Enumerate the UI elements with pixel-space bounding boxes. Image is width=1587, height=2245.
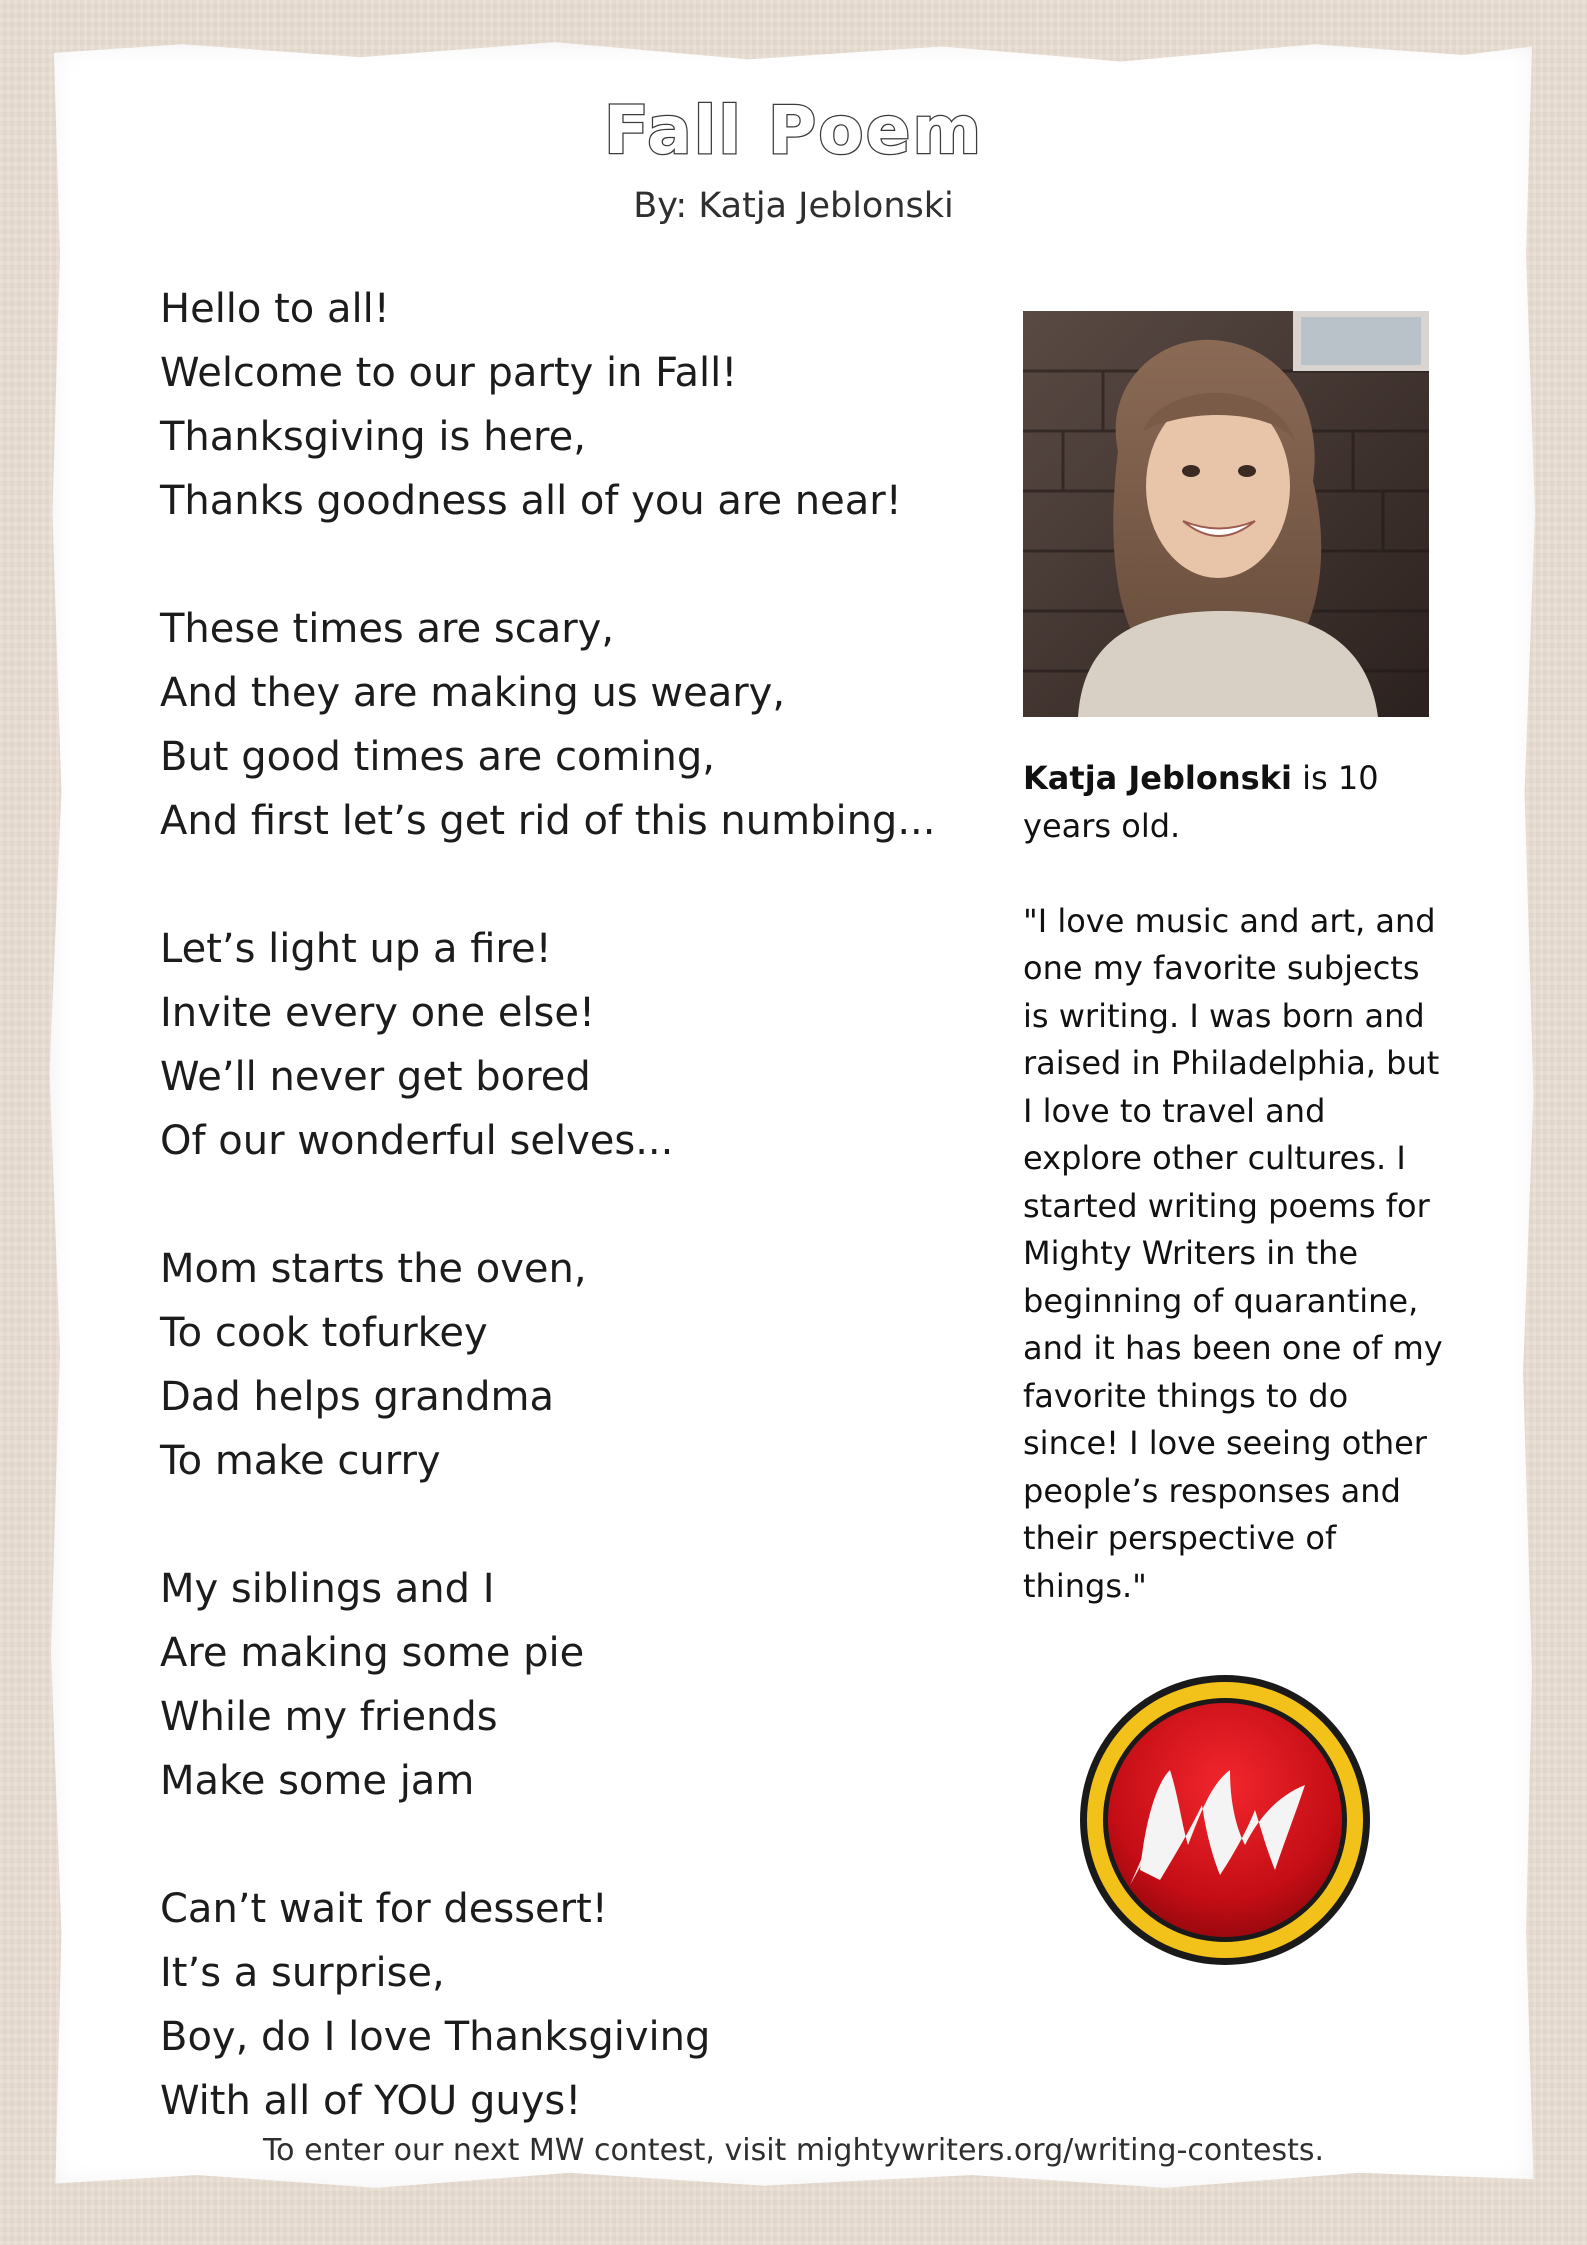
- poem-line: Invite every one else!: [160, 990, 596, 1036]
- poem-line: While my friends: [160, 1694, 498, 1740]
- poem-line: But good times are coming,: [160, 734, 715, 780]
- mighty-writers-logo: [1070, 1675, 1380, 2095]
- poem-line: Of our wonderful selves...: [160, 1118, 674, 1164]
- poem-line: Boy, do I love Thanksgiving: [160, 2014, 711, 2060]
- poem-line: To cook tofurkey: [160, 1310, 488, 1356]
- poem-line: Make some jam: [160, 1758, 475, 1804]
- poem-line: Mom starts the oven,: [160, 1246, 587, 1292]
- poem-line: Let’s light up a fire!: [160, 926, 552, 972]
- poem-line: Welcome to our party in Fall!: [160, 350, 738, 396]
- stanza: [160, 917, 980, 1173]
- poem-line: Thanks goodness all of you are near!: [160, 478, 902, 524]
- poem-line: It’s a surprise,: [160, 1950, 445, 1996]
- poem-line: My siblings and I: [160, 1566, 495, 1612]
- poem-body: [160, 277, 980, 2133]
- author-quote: "I love music and art, and one my favorite subjects is writing. I was born and raised in Philadelphia, but I love to travel and explore other cultures. I started writing poems for Mighty Writers in the beginning of quarantine, and it has been one of my favorite things to do since! I love seeing other people’s responses and their perspective of things.": [1023, 901, 1443, 1605]
- poem-line: We’ll never get bored: [160, 1054, 591, 1100]
- poem-line: These times are scary,: [160, 606, 615, 652]
- poem-line: Dad helps grandma: [160, 1374, 555, 1420]
- author-photo: [1023, 311, 1429, 717]
- poem-line: Can’t wait for dessert!: [160, 1886, 608, 1932]
- author-name: Katja Jeblonski: [1023, 759, 1292, 797]
- poem-line: And first let’s get rid of this numbing...: [160, 798, 936, 844]
- poem-line: Are making some pie: [160, 1630, 585, 1676]
- stanza: [160, 1877, 980, 2133]
- poem-line: Thanksgiving is here,: [160, 414, 586, 460]
- byline: By: Katja Jeblonski: [633, 186, 954, 226]
- bio-intro: [1023, 755, 1443, 850]
- footer-note: To enter our next MW contest, visit mightywriters.org/writing-contests.: [262, 2133, 1325, 2168]
- stanza: [160, 597, 980, 853]
- poem-line: And they are making us weary,: [160, 670, 786, 716]
- poem-line: Hello to all!: [160, 286, 390, 332]
- author-bio: [1023, 755, 1443, 1610]
- poem-line: To make curry: [160, 1438, 441, 1484]
- stanza: [160, 277, 980, 533]
- author-age: is 10 years old.: [1023, 759, 1379, 845]
- poem-title: Fall Poem: [603, 92, 984, 169]
- stanza: [160, 1237, 980, 1493]
- stanza: [160, 1557, 980, 1813]
- poem-line: With all of YOU guys!: [160, 2078, 582, 2124]
